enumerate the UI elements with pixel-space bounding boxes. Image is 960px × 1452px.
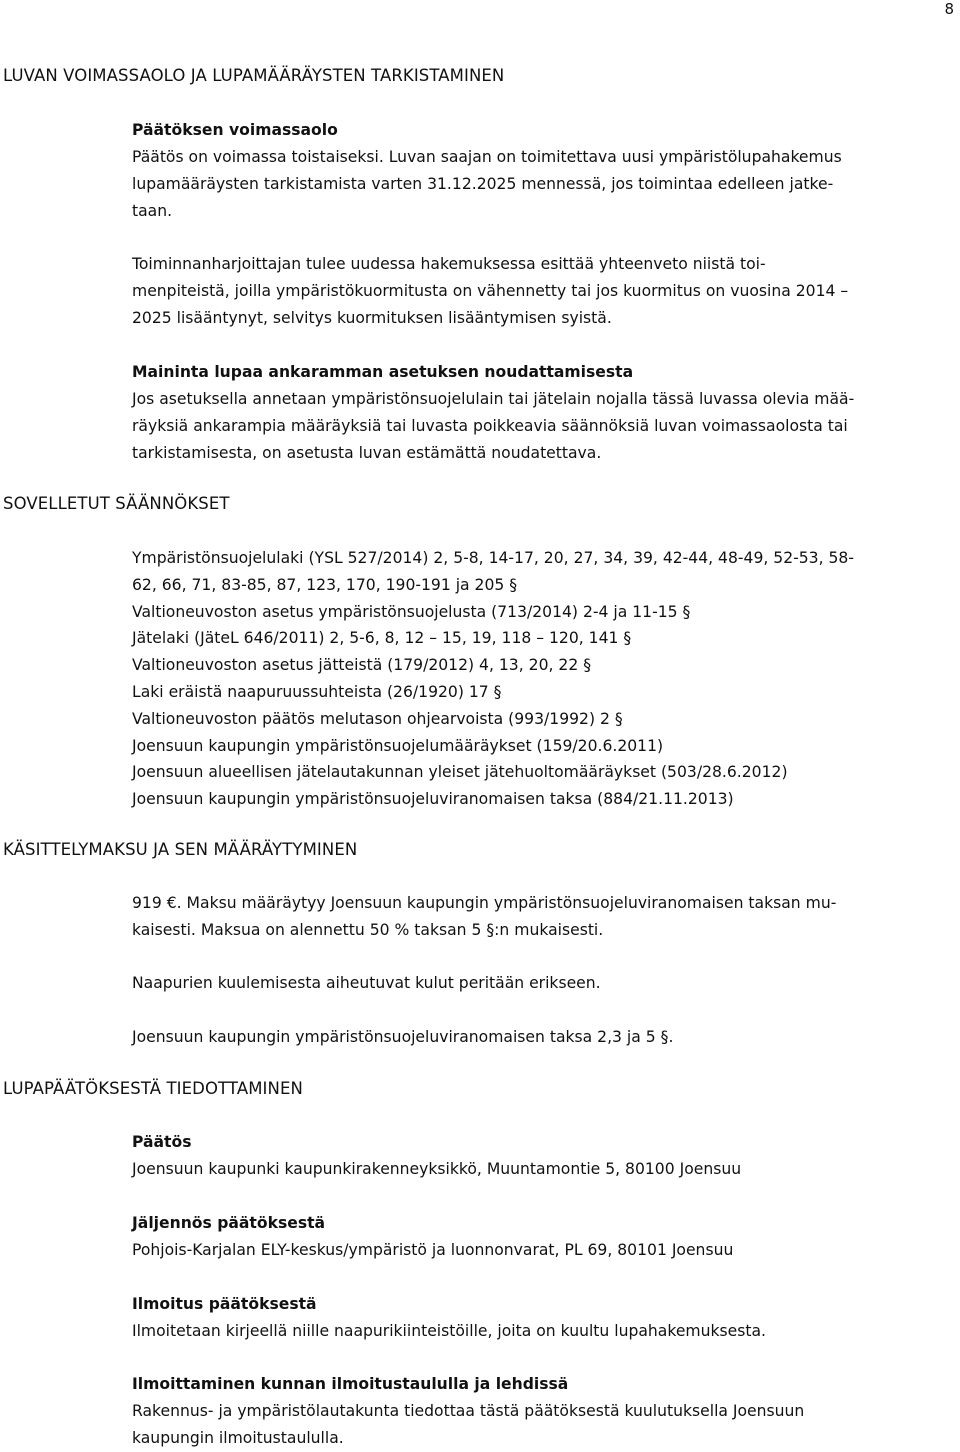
rule-line: 62, 66, 71, 83-85, 87, 123, 170, 190-191 ja 205 § xyxy=(132,575,518,594)
text-line: Jos asetuksella annetaan ympäristönsuojelulain tai jätelain nojalla tässä luvassa olevia mää- xyxy=(132,390,855,408)
text-line: Naapurien kuulemisesta aiheutuvat kulut peritään erikseen. xyxy=(132,974,601,992)
subheading-decision-validity: Päätöksen voimassaolo xyxy=(132,121,338,139)
page-number: 8 xyxy=(944,0,954,18)
rule-line: Valtioneuvoston asetus jätteistä (179/2012) 4, 13, 20, 22 § xyxy=(132,656,591,675)
notification-item-copy xyxy=(132,1210,944,1264)
text-line: Joensuun kaupunki kaupunkirakenneyksikkö, Muuntamontie 5, 80100 Joensuu xyxy=(132,1160,742,1178)
section-heading-applied-rules: SOVELLETUT SÄÄNNÖKSET xyxy=(3,494,230,513)
text-line: Rakennus- ja ympäristölautakunta tiedottaa tästä päätöksestä kuulutuksella Joensuun xyxy=(132,1402,805,1420)
rule-line: Valtioneuvoston asetus ympäristönsuojelusta (713/2014) 2-4 ja 11-15 § xyxy=(132,602,691,621)
fee-tariff xyxy=(132,1024,944,1051)
applied-rules-list xyxy=(132,545,944,813)
section-heading-validity: LUVAN VOIMASSAOLO JA LUPAMÄÄRÄYSTEN TARKISTAMINEN xyxy=(3,66,505,85)
rule-line: Jätelaki (JäteL 646/2011) 2, 5-6, 8, 12 – 15, 19, 118 – 120, 141 § xyxy=(132,629,632,648)
text-line: 919 €. Maksu määräytyy Joensuun kaupungin ympäristönsuojeluviranomaisen taksan mu- xyxy=(132,894,837,912)
subheading-stricter-decree: Maininta lupaa ankaramman asetuksen noudattamisesta xyxy=(132,363,634,381)
item-title: Ilmoittaminen kunnan ilmoitustaululla ja lehdissä xyxy=(132,1375,569,1393)
text-line: kaisesti. Maksua on alennettu 50 % taksan 5 §:n mukaisesti. xyxy=(132,921,604,939)
item-title: Päätös xyxy=(132,1133,192,1151)
stricter-decree-block xyxy=(132,359,944,467)
text-line: tarkistamisesta, on asetusta luvan estämättä noudatettava. xyxy=(132,444,602,462)
text-line: räyksiä ankarampia määräyksiä tai luvasta poikkeavia säännöksiä luvan voimassaolosta tai xyxy=(132,417,848,435)
text-line: Joensuun kaupungin ympäristönsuojeluviranomaisen taksa 2,3 ja 5 §. xyxy=(132,1028,674,1046)
summary-block xyxy=(132,251,944,332)
text-line: 2025 lisääntynyt, selvitys kuormituksen lisääntymisen syistä. xyxy=(132,309,612,327)
rule-line: Laki eräistä naapuruussuhteista (26/1920) 17 § xyxy=(132,682,502,701)
text-line: Ilmoitetaan kirjeellä niille naapurikiinteistöille, joita on kuultu lupahakemuksesta. xyxy=(132,1322,766,1340)
text-line: kaupungin ilmoitustaululla. xyxy=(132,1429,344,1447)
notification-item-decision xyxy=(132,1129,944,1183)
item-title: Ilmoitus päätöksestä xyxy=(132,1295,317,1313)
rule-line: Joensuun kaupungin ympäristönsuojelumääräykset (159/20.6.2011) xyxy=(132,736,664,755)
fee-neighbours xyxy=(132,970,944,997)
notification-item-board xyxy=(132,1371,944,1452)
text-line: Päätös on voimassa toistaiseksi. Luvan saajan on toimitettava uusi ympäristölupahakemus xyxy=(132,148,842,166)
validity-block xyxy=(132,117,944,225)
text-line: Pohjois-Karjalan ELY-keskus/ympäristö ja luonnonvarat, PL 69, 80101 Joensuu xyxy=(132,1241,734,1259)
section-heading-fee: KÄSITTELYMAKSU JA SEN MÄÄRÄYTYMINEN xyxy=(3,840,358,859)
text-line: menpiteistä, joilla ympäristökuormitusta on vähennetty tai jos kuormitus on vuosina 2014 – xyxy=(132,282,849,300)
text-line: Toiminnanharjoittajan tulee uudessa hakemuksessa esittää yhteenveto niistä toi- xyxy=(132,255,766,273)
rule-line: Valtioneuvoston päätös melutason ohjearvoista (993/1992) 2 § xyxy=(132,709,623,728)
text-line: lupamääräysten tarkistamista varten 31.12.2025 mennessä, jos toimintaa edelleen jatke- xyxy=(132,175,834,193)
fee-block xyxy=(132,890,944,944)
notification-item-notice xyxy=(132,1291,944,1345)
rule-line: Joensuun alueellisen jätelautakunnan yleiset jätehuoltomääräykset (503/28.6.2012) xyxy=(132,763,788,782)
item-title: Jäljennös päätöksestä xyxy=(132,1214,326,1232)
rule-line: Ympäristönsuojelulaki (YSL 527/2014) 2, 5-8, 14-17, 20, 27, 34, 39, 42-44, 48-49, 52-53, 58- xyxy=(132,549,854,567)
text-line: taan. xyxy=(132,202,173,220)
rule-line: Joensuun kaupungin ympäristönsuojeluviranomaisen taksa (884/21.11.2013) xyxy=(132,790,734,809)
section-heading-notification: LUPAPÄÄTÖKSESTÄ TIEDOTTAMINEN xyxy=(3,1079,303,1098)
